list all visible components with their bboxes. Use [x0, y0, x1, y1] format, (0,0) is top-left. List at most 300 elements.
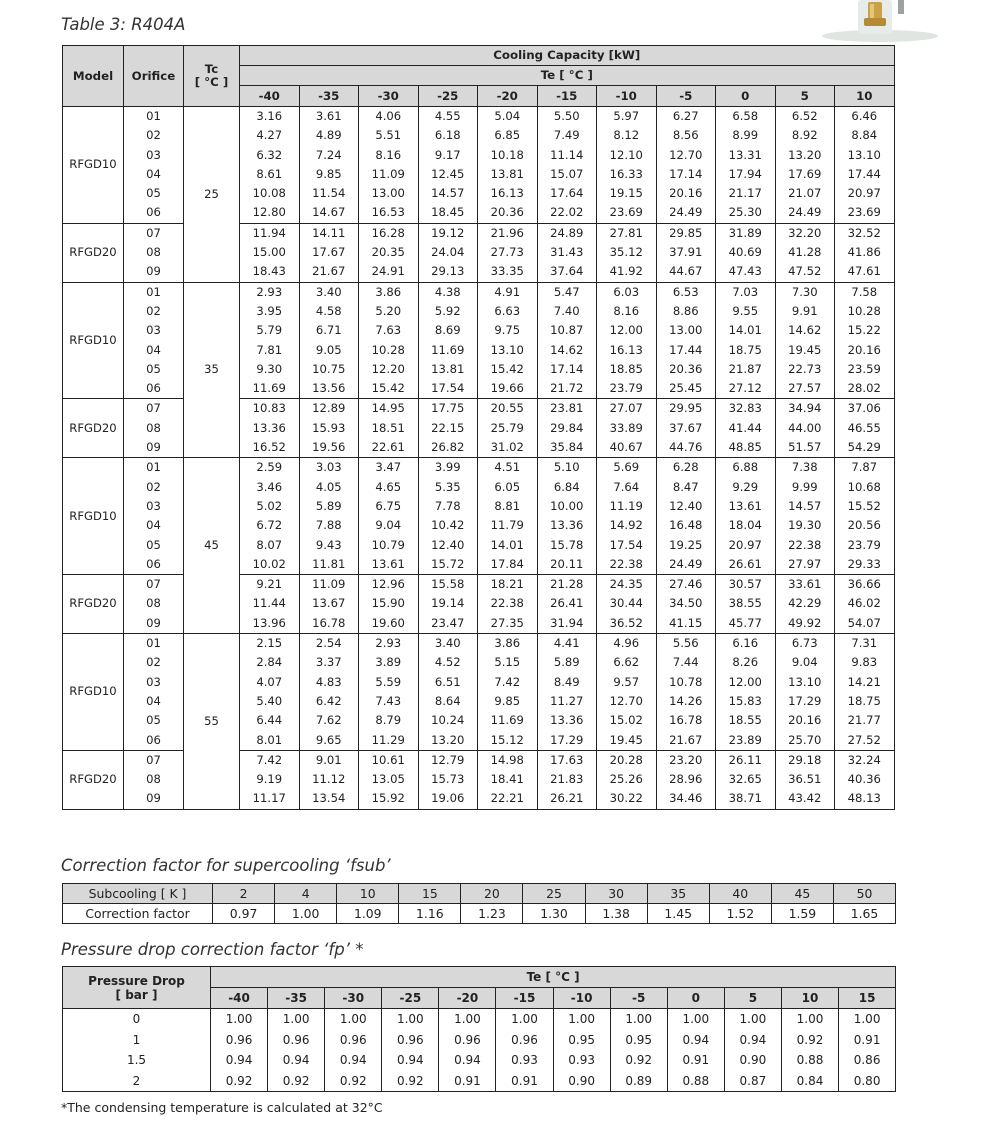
capacity-cell: 33.61	[775, 575, 835, 595]
orifice-cell: 08	[124, 594, 184, 613]
capacity-cell: 12.79	[418, 750, 478, 770]
capacity-cell: 6.53	[656, 282, 716, 302]
capacity-cell: 25.26	[597, 770, 657, 789]
capacity-cell: 10.00	[537, 497, 597, 516]
header-te: Te [ °C ]	[240, 66, 895, 86]
capacity-cell: 8.01	[240, 731, 300, 751]
capacity-cell: 37.67	[656, 419, 716, 438]
capacity-cell: 16.33	[597, 165, 657, 184]
capacity-cell: 5.10	[537, 458, 597, 478]
capacity-cell: 3.89	[359, 653, 419, 672]
subcooling-value: 30	[585, 884, 647, 904]
capacity-cell: 7.43	[359, 692, 419, 711]
capacity-cell: 27.52	[835, 731, 895, 751]
capacity-cell: 27.46	[656, 575, 716, 595]
capacity-cell: 18.41	[478, 770, 538, 789]
capacity-cell: 20.35	[359, 243, 419, 262]
capacity-cell: 12.70	[656, 146, 716, 165]
capacity-cell: 44.67	[656, 262, 716, 282]
capacity-cell: 41.28	[775, 243, 835, 262]
capacity-cell: 8.92	[775, 126, 835, 145]
pd-factor-cell: 0.92	[382, 1071, 439, 1092]
capacity-cell: 19.45	[597, 731, 657, 751]
pd-factor-cell: 0.94	[211, 1050, 268, 1071]
capacity-cell: 36.66	[835, 575, 895, 595]
capacity-cell: 6.75	[359, 497, 419, 516]
capacity-cell: 21.67	[299, 262, 359, 282]
capacity-cell: 20.97	[716, 536, 776, 555]
capacity-cell: 30.57	[716, 575, 776, 595]
pd-factor-cell: 0.92	[325, 1071, 382, 1092]
capacity-cell: 12.00	[597, 321, 657, 340]
capacity-cell: 6.52	[775, 107, 835, 127]
capacity-cell: 20.16	[775, 711, 835, 730]
capacity-cell: 6.42	[299, 692, 359, 711]
capacity-cell: 9.21	[240, 575, 300, 595]
capacity-cell: 27.07	[597, 399, 657, 419]
capacity-cell: 30.22	[597, 789, 657, 809]
capacity-cell: 20.16	[656, 184, 716, 203]
capacity-cell: 9.91	[775, 302, 835, 321]
capacity-cell: 32.65	[716, 770, 776, 789]
subcooling-value: 45	[771, 884, 833, 904]
capacity-cell: 5.51	[359, 126, 419, 145]
capacity-cell: 5.92	[418, 302, 478, 321]
capacity-cell: 13.10	[478, 341, 538, 360]
capacity-cell: 13.96	[240, 614, 300, 634]
capacity-cell: 31.02	[478, 438, 538, 458]
orifice-cell: 04	[124, 516, 184, 535]
correction-factor-value: 0.97	[213, 904, 275, 924]
pd-te-header-cell: -20	[439, 988, 496, 1009]
capacity-cell: 13.00	[656, 321, 716, 340]
te-header-cell: -25	[418, 86, 478, 107]
capacity-cell: 14.01	[716, 321, 776, 340]
capacity-cell: 11.79	[478, 516, 538, 535]
capacity-cell: 7.30	[775, 282, 835, 302]
capacity-cell: 48.85	[716, 438, 776, 458]
capacity-cell: 13.10	[775, 673, 835, 692]
capacity-cell: 15.02	[597, 711, 657, 730]
capacity-cell: 3.47	[359, 458, 419, 478]
pd-factor-cell: 0.96	[439, 1030, 496, 1051]
capacity-cell: 4.07	[240, 673, 300, 692]
correction-factor-value: 1.09	[337, 904, 399, 924]
capacity-cell: 10.79	[359, 536, 419, 555]
capacity-cell: 23.47	[418, 614, 478, 634]
capacity-cell: 5.15	[478, 653, 538, 672]
capacity-cell: 17.14	[656, 165, 716, 184]
capacity-cell: 16.48	[656, 516, 716, 535]
capacity-cell: 8.84	[835, 126, 895, 145]
capacity-cell: 31.94	[537, 614, 597, 634]
capacity-cell: 13.56	[299, 379, 359, 399]
capacity-cell: 11.81	[299, 555, 359, 575]
orifice-cell: 04	[124, 692, 184, 711]
table-3-title: Table 3: R404A	[61, 15, 186, 34]
capacity-cell: 9.29	[716, 478, 776, 497]
pd-te-header-cell: -40	[211, 988, 268, 1009]
capacity-cell: 23.69	[597, 203, 657, 223]
te-header-cell: 0	[716, 86, 776, 107]
capacity-cell: 11.19	[597, 497, 657, 516]
capacity-cell: 6.05	[478, 478, 538, 497]
capacity-cell: 44.76	[656, 438, 716, 458]
capacity-cell: 22.02	[537, 203, 597, 223]
capacity-cell: 20.36	[656, 360, 716, 379]
capacity-cell: 9.99	[775, 478, 835, 497]
pressure-drop-row	[63, 1071, 896, 1092]
capacity-cell: 13.36	[240, 419, 300, 438]
capacity-cell: 12.89	[299, 399, 359, 419]
capacity-cell: 16.78	[656, 711, 716, 730]
capacity-cell: 11.27	[537, 692, 597, 711]
capacity-cell: 41.44	[716, 419, 776, 438]
header-tc-line2: [ °C ]	[194, 75, 229, 89]
capacity-cell: 13.81	[478, 165, 538, 184]
capacity-cell: 6.72	[240, 516, 300, 535]
capacity-cell: 5.97	[597, 107, 657, 127]
pd-factor-cell: 0.89	[610, 1071, 667, 1092]
capacity-cell: 29.18	[775, 750, 835, 770]
model-cell: RFGD20	[63, 399, 124, 458]
capacity-cell: 12.45	[418, 165, 478, 184]
capacity-cell: 12.40	[418, 536, 478, 555]
capacity-cell: 15.42	[359, 379, 419, 399]
correction-factor-row	[63, 904, 896, 924]
capacity-cell: 40.36	[835, 770, 895, 789]
capacity-cell: 5.69	[597, 458, 657, 478]
capacity-cell: 23.89	[716, 731, 776, 751]
capacity-cell: 6.71	[299, 321, 359, 340]
capacity-cell: 2.15	[240, 634, 300, 654]
capacity-cell: 23.69	[835, 203, 895, 223]
capacity-cell: 9.75	[478, 321, 538, 340]
capacity-cell: 29.33	[835, 555, 895, 575]
capacity-cell: 41.92	[597, 262, 657, 282]
orifice-cell: 05	[124, 536, 184, 555]
capacity-cell: 20.16	[835, 341, 895, 360]
pd-factor-cell: 1.00	[325, 1009, 382, 1030]
subcooling-label: Subcooling [ K ]	[63, 884, 213, 904]
capacity-cell: 13.61	[716, 497, 776, 516]
supercooling-title: Correction factor for supercooling ‘fsub’	[61, 856, 391, 875]
capacity-cell: 11.09	[359, 165, 419, 184]
correction-factor-value: 1.16	[399, 904, 461, 924]
capacity-cell: 47.43	[716, 262, 776, 282]
capacity-cell: 19.15	[597, 184, 657, 203]
capacity-cell: 21.87	[716, 360, 776, 379]
capacity-cell: 14.62	[775, 321, 835, 340]
capacity-cell: 9.55	[716, 302, 776, 321]
capacity-cell: 7.58	[835, 282, 895, 302]
capacity-cell: 13.61	[359, 555, 419, 575]
model-cell: RFGD20	[63, 575, 124, 634]
subcooling-value: 15	[399, 884, 461, 904]
orifice-cell: 06	[124, 555, 184, 575]
capacity-cell: 6.18	[418, 126, 478, 145]
correction-factor-value: 1.23	[461, 904, 523, 924]
capacity-cell: 9.85	[299, 165, 359, 184]
capacity-cell: 6.32	[240, 146, 300, 165]
correction-factor-value: 1.59	[771, 904, 833, 924]
orifice-cell: 08	[124, 243, 184, 262]
capacity-cell: 17.44	[835, 165, 895, 184]
capacity-cell: 13.20	[418, 731, 478, 751]
pd-factor-cell: 1.00	[268, 1009, 325, 1030]
capacity-cell: 33.35	[478, 262, 538, 282]
capacity-cell: 6.85	[478, 126, 538, 145]
capacity-cell: 15.92	[359, 789, 419, 809]
capacity-cell: 10.68	[835, 478, 895, 497]
orifice-cell: 06	[124, 379, 184, 399]
orifice-cell: 03	[124, 321, 184, 340]
capacity-cell: 6.84	[537, 478, 597, 497]
capacity-cell: 12.00	[716, 673, 776, 692]
capacity-cell: 21.28	[537, 575, 597, 595]
capacity-cell: 19.14	[418, 594, 478, 613]
capacity-cell: 14.11	[299, 223, 359, 243]
capacity-cell: 10.18	[478, 146, 538, 165]
capacity-cell: 33.89	[597, 419, 657, 438]
capacity-cell: 15.73	[418, 770, 478, 789]
header-pressure-drop-line2: [ bar ]	[115, 987, 158, 1002]
capacity-cell: 4.89	[299, 126, 359, 145]
capacity-cell: 48.13	[835, 789, 895, 809]
capacity-cell: 27.81	[597, 223, 657, 243]
capacity-cell: 5.89	[299, 497, 359, 516]
pd-factor-cell: 0.95	[610, 1030, 667, 1051]
pd-factor-cell: 0.92	[268, 1071, 325, 1092]
capacity-cell: 31.43	[537, 243, 597, 262]
capacity-cell: 5.40	[240, 692, 300, 711]
capacity-cell: 30.44	[597, 594, 657, 613]
capacity-cell: 49.92	[775, 614, 835, 634]
capacity-cell: 15.58	[418, 575, 478, 595]
capacity-cell: 20.55	[478, 399, 538, 419]
footnote: *The condensing temperature is calculated at 32°C	[61, 1100, 383, 1115]
capacity-cell: 17.54	[597, 536, 657, 555]
orifice-cell: 07	[124, 575, 184, 595]
pd-factor-cell: 1.00	[211, 1009, 268, 1030]
header-orifice: Orifice	[124, 46, 184, 107]
capacity-cell: 6.46	[835, 107, 895, 127]
capacity-cell: 32.24	[835, 750, 895, 770]
header-tc	[184, 46, 240, 107]
orifice-cell: 03	[124, 146, 184, 165]
capacity-cell: 24.35	[597, 575, 657, 595]
capacity-cell: 18.43	[240, 262, 300, 282]
pd-factor-cell: 0.92	[781, 1030, 838, 1051]
capacity-cell: 35.84	[537, 438, 597, 458]
capacity-cell: 17.44	[656, 341, 716, 360]
capacity-cell: 2.54	[299, 634, 359, 654]
capacity-cell: 12.80	[240, 203, 300, 223]
capacity-cell: 16.13	[597, 341, 657, 360]
capacity-cell: 7.40	[537, 302, 597, 321]
orifice-cell: 05	[124, 711, 184, 730]
capacity-cell: 26.21	[537, 789, 597, 809]
pressure-drop-cell: 1	[63, 1030, 211, 1051]
capacity-cell: 15.07	[537, 165, 597, 184]
capacity-cell: 13.36	[537, 711, 597, 730]
capacity-cell: 13.20	[775, 146, 835, 165]
pd-te-header-cell: 10	[781, 988, 838, 1009]
capacity-cell: 6.63	[478, 302, 538, 321]
capacity-cell: 25.70	[775, 731, 835, 751]
capacity-cell: 19.12	[418, 223, 478, 243]
orifice-cell: 04	[124, 165, 184, 184]
capacity-cell: 37.91	[656, 243, 716, 262]
capacity-cell: 22.15	[418, 419, 478, 438]
capacity-cell: 18.75	[716, 341, 776, 360]
capacity-cell: 8.49	[537, 673, 597, 692]
capacity-cell: 8.99	[716, 126, 776, 145]
pd-factor-cell: 1.00	[839, 1009, 896, 1030]
capacity-cell: 9.83	[835, 653, 895, 672]
capacity-cell: 23.79	[597, 379, 657, 399]
capacity-cell: 17.84	[478, 555, 538, 575]
capacity-cell: 4.51	[478, 458, 538, 478]
orifice-cell: 02	[124, 302, 184, 321]
capacity-cell: 9.05	[299, 341, 359, 360]
orifice-cell: 09	[124, 789, 184, 809]
pd-factor-cell: 0.94	[268, 1050, 325, 1071]
capacity-cell: 8.07	[240, 536, 300, 555]
orifice-cell: 02	[124, 653, 184, 672]
capacity-cell: 19.60	[359, 614, 419, 634]
capacity-cell: 35.12	[597, 243, 657, 262]
subcooling-value: 50	[833, 884, 895, 904]
header-pressure-drop-line1: Pressure Drop	[88, 973, 185, 988]
capacity-cell: 13.00	[359, 184, 419, 203]
pd-factor-cell: 1.00	[724, 1009, 781, 1030]
pressure-drop-title: Pressure drop correction factor ‘fp’ *	[61, 940, 364, 959]
capacity-cell: 13.81	[418, 360, 478, 379]
te-header-cell: -15	[537, 86, 597, 107]
pd-factor-cell: 0.91	[496, 1071, 553, 1092]
capacity-cell: 22.38	[775, 536, 835, 555]
capacity-cell: 5.20	[359, 302, 419, 321]
capacity-cell: 11.29	[359, 731, 419, 751]
capacity-cell: 7.64	[597, 478, 657, 497]
pd-factor-cell: 1.00	[553, 1009, 610, 1030]
capacity-cell: 24.49	[775, 203, 835, 223]
orifice-cell: 03	[124, 673, 184, 692]
capacity-cell: 10.28	[835, 302, 895, 321]
pd-factor-cell: 0.96	[211, 1030, 268, 1051]
pd-factor-cell: 0.94	[439, 1050, 496, 1071]
capacity-cell: 8.16	[597, 302, 657, 321]
capacity-cell: 14.95	[359, 399, 419, 419]
capacity-cell: 23.59	[835, 360, 895, 379]
capacity-cell: 21.83	[537, 770, 597, 789]
capacity-cell: 8.69	[418, 321, 478, 340]
capacity-cell: 20.28	[597, 750, 657, 770]
capacity-cell: 47.52	[775, 262, 835, 282]
capacity-cell: 9.04	[775, 653, 835, 672]
capacity-cell: 28.02	[835, 379, 895, 399]
capacity-cell: 3.61	[299, 107, 359, 127]
capacity-cell: 41.86	[835, 243, 895, 262]
capacity-cell: 4.27	[240, 126, 300, 145]
capacity-cell: 3.86	[478, 634, 538, 654]
pd-factor-cell: 0.94	[667, 1030, 724, 1051]
capacity-cell: 8.47	[656, 478, 716, 497]
table-row	[63, 282, 895, 302]
correction-factor-value: 1.00	[275, 904, 337, 924]
pd-factor-cell: 0.90	[553, 1071, 610, 1092]
capacity-cell: 10.24	[418, 711, 478, 730]
capacity-cell: 15.93	[299, 419, 359, 438]
capacity-cell: 8.56	[656, 126, 716, 145]
orifice-cell: 06	[124, 203, 184, 223]
pd-factor-cell: 0.92	[211, 1071, 268, 1092]
capacity-cell: 10.83	[240, 399, 300, 419]
capacity-cell: 42.29	[775, 594, 835, 613]
header-model: Model	[63, 46, 124, 107]
capacity-cell: 3.03	[299, 458, 359, 478]
capacity-cell: 3.16	[240, 107, 300, 127]
capacity-cell: 23.20	[656, 750, 716, 770]
model-cell: RFGD10	[63, 458, 124, 575]
capacity-cell: 11.69	[418, 341, 478, 360]
correction-factor-value: 1.38	[585, 904, 647, 924]
capacity-cell: 8.16	[359, 146, 419, 165]
capacity-cell: 17.75	[418, 399, 478, 419]
capacity-cell: 47.61	[835, 262, 895, 282]
tc-cell: 25	[184, 107, 240, 283]
capacity-cell: 24.49	[656, 555, 716, 575]
tc-cell: 45	[184, 458, 240, 634]
table-row	[63, 107, 895, 127]
capacity-cell: 11.69	[240, 379, 300, 399]
pd-factor-cell: 0.95	[553, 1030, 610, 1051]
pd-factor-cell: 1.00	[667, 1009, 724, 1030]
capacity-cell: 11.09	[299, 575, 359, 595]
capacity-cell: 9.43	[299, 536, 359, 555]
orifice-cell: 04	[124, 341, 184, 360]
table-row	[63, 458, 895, 478]
pd-factor-cell: 0.94	[724, 1030, 781, 1051]
capacity-cell: 10.42	[418, 516, 478, 535]
capacity-cell: 13.54	[299, 789, 359, 809]
pd-factor-cell: 0.96	[496, 1030, 553, 1051]
capacity-cell: 32.52	[835, 223, 895, 243]
orifice-cell: 05	[124, 184, 184, 203]
capacity-cell: 17.54	[418, 379, 478, 399]
capacity-cell: 5.47	[537, 282, 597, 302]
capacity-cell: 37.06	[835, 399, 895, 419]
capacity-cell: 2.59	[240, 458, 300, 478]
capacity-cell: 21.72	[537, 379, 597, 399]
te-header-cell: -40	[240, 86, 300, 107]
pd-factor-cell: 0.92	[610, 1050, 667, 1071]
pressure-drop-body	[63, 1009, 896, 1092]
capacity-cell: 10.08	[240, 184, 300, 203]
capacity-cell: 41.15	[656, 614, 716, 634]
capacity-cell: 18.55	[716, 711, 776, 730]
capacity-cell: 9.65	[299, 731, 359, 751]
capacity-cell: 18.51	[359, 419, 419, 438]
product-photo	[820, 0, 940, 42]
capacity-cell: 16.28	[359, 223, 419, 243]
table-row	[63, 634, 895, 654]
capacity-cell: 45.77	[716, 614, 776, 634]
capacity-cell: 10.78	[656, 673, 716, 692]
capacity-cell: 21.96	[478, 223, 538, 243]
capacity-cell: 19.30	[775, 516, 835, 535]
